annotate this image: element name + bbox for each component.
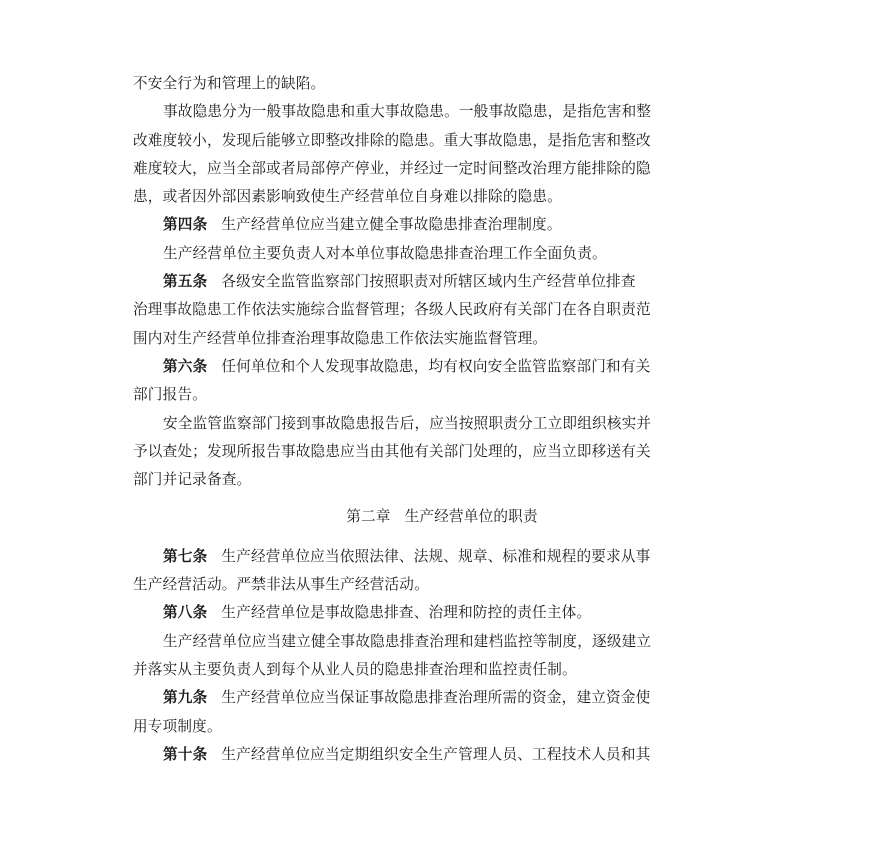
line-text: 生产经营单位应当定期组织安全生产管理人员、工程技术人员和其 [221, 745, 651, 763]
line-text: 任何单位和个人发现事故隐患，均有权向安全监管监察部门和有关 [221, 357, 651, 375]
article-line [133, 353, 741, 381]
article-label: 第六条 [163, 357, 208, 375]
line-text: 生产经营活动。严禁非法从事生产经营活动。 [133, 576, 429, 594]
paragraph-line [133, 98, 741, 126]
line-text: 用专项制度。 [133, 717, 222, 735]
line-text: 部门报告。 [133, 386, 207, 404]
paragraph-line [133, 155, 741, 183]
chapter-title: 生产经营单位的职责 [404, 508, 538, 526]
article-line [133, 571, 741, 599]
paragraph-line [133, 410, 741, 438]
article-label: 第四条 [163, 216, 208, 234]
line-text: 生产经营单位应当建立健全事故隐患排查治理制度。 [221, 216, 562, 234]
paragraph-line [133, 183, 741, 211]
line-text: 患，或者因外部因素影响致使生产经营单位自身难以排除的隐患。 [133, 188, 563, 206]
line-text: 生产经营单位应当保证事故隐患排查治理所需的资金，建立资金使 [221, 689, 651, 707]
paragraph-line [133, 628, 741, 656]
article-label: 第九条 [163, 689, 208, 707]
article-label: 第十条 [163, 745, 208, 763]
line-text: 各级安全监管监察部门按照职责对所辖区域内生产经营单位排查 [221, 273, 636, 291]
chapter-number: 第二章 [346, 508, 391, 526]
line-text: 生产经营单位应当建立健全事故隐患排查治理和建档监控等制度，逐级建立 [163, 632, 652, 650]
paragraph-line [133, 240, 741, 268]
paragraph-line [133, 127, 741, 155]
article-line [133, 211, 741, 239]
article-line [133, 713, 741, 741]
line-text: 改难度较小，发现后能够立即整改排除的隐患。重大事故隐患，是指危害和整改 [133, 131, 651, 149]
line-text: 不安全行为和管理上的缺陷。 [133, 75, 326, 92]
line-text: 安全监管监察部门接到事故隐患报告后，应当按照职责分工立即组织核实并 [163, 414, 652, 432]
chapter-heading [133, 503, 741, 531]
paragraph-line [133, 438, 741, 466]
line-text: 生产经营单位主要负责人对本单位事故隐患排查治理工作全面负责。 [163, 244, 607, 262]
line-text: 并落实从主要负责人到每个从业人员的隐患排查治理和监控责任制。 [133, 660, 577, 678]
line-text: 围内对生产经营单位排查治理事故隐患工作依法实施监督管理。 [133, 329, 548, 347]
article-line [133, 325, 741, 353]
line-text: 予以查处；发现所报告事故隐患应当由其他有关部门处理的，应当立即移送有关 [133, 442, 651, 460]
article-label: 第五条 [163, 273, 208, 291]
article-line [133, 684, 741, 712]
line-text: 事故隐患分为一般事故隐患和重大事故隐患。一般事故隐患，是指危害和整 [163, 103, 652, 121]
line-text: 生产经营单位应当依照法律、法规、规章、标准和规程的要求从事 [221, 547, 651, 565]
paragraph-line [133, 466, 741, 494]
paragraph-line [133, 656, 741, 684]
line-text: 生产经营单位是事故隐患排查、治理和防控的责任主体。 [221, 604, 592, 622]
article-label: 第八条 [163, 604, 208, 622]
article-line [133, 741, 741, 769]
article-line [133, 543, 741, 571]
article-line [133, 381, 741, 409]
article-line [133, 268, 741, 296]
line-text: 部门并记录备查。 [133, 471, 252, 489]
document-page [133, 70, 741, 769]
article-line [133, 296, 741, 324]
line-text: 治理事故隐患工作依法实施综合监督管理；各级人民政府有关部门在各自职责范 [133, 301, 651, 319]
paragraph-line [133, 70, 741, 98]
article-label: 第七条 [163, 547, 208, 565]
line-text: 难度较大，应当全部或者局部停产停业，并经过一定时间整改治理方能排除的隐 [133, 159, 651, 177]
article-line [133, 599, 741, 627]
